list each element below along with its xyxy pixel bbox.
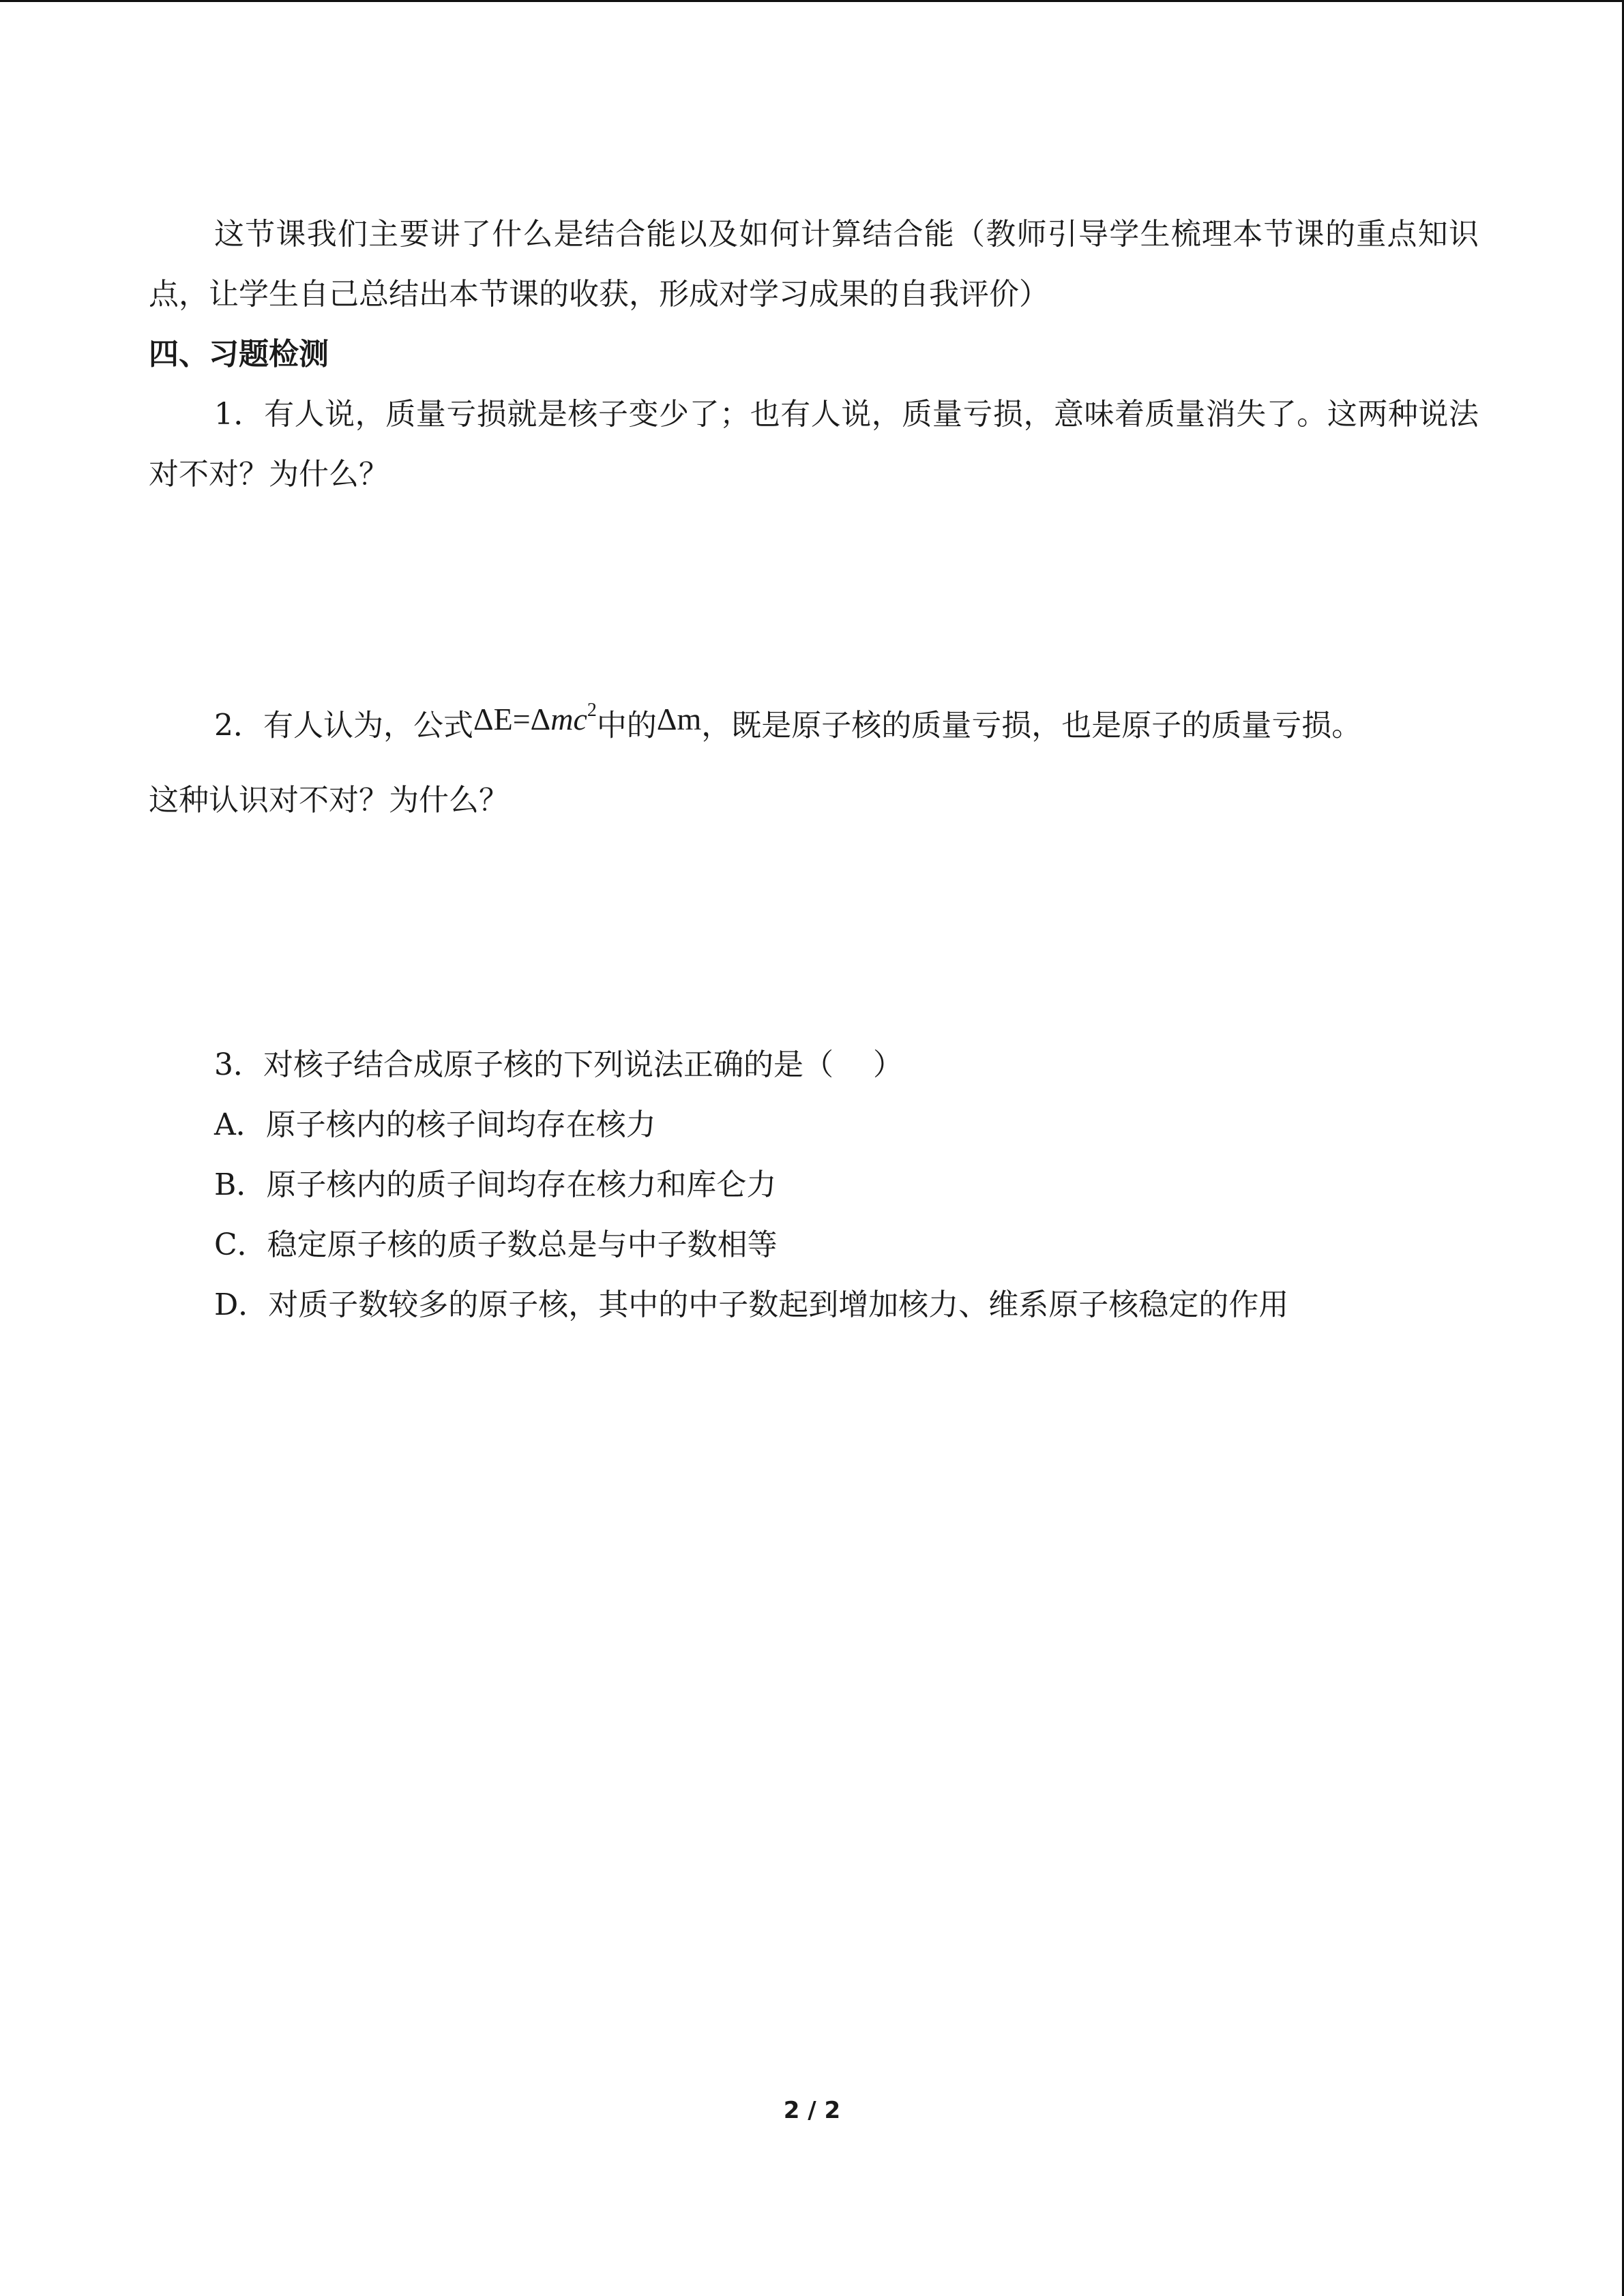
formula-delta-m: Δm (656, 702, 702, 737)
summary-paragraph: 这节课我们主要讲了什么是结合能以及如何计算结合能（教师引导学生梳理本节课的重点知识点，让学生自己总结出本节课的收获，形成对学习成果的自我评价） (149, 217, 1479, 312)
formula-mc: mc (550, 702, 587, 737)
question-2-middle: 中的 (596, 708, 657, 743)
formula-mass-energy (473, 702, 597, 736)
option-d: D．对质子数较多的原子核，其中的中子数起到增加核力、维系原子核稳定的作用 (214, 1287, 1289, 1323)
formula-equals-delta: =Δ (512, 702, 551, 737)
option-c: C．稳定原子核的质子数总是与中子数相等 (214, 1227, 778, 1263)
question-2-line2: 这种认识对不对？为什么？ (149, 783, 509, 818)
option-a: A．原子核内的核子间均存在核力 (214, 1107, 656, 1143)
question-3-stem: 3．对核子结合成原子核的下列说法正确的是（ ） (214, 1047, 903, 1083)
question-1: 1．有人说，质量亏损就是核子变少了；也有人说，质量亏损，意味着质量消失了。这两种说法对不对？为什么？ (149, 397, 1479, 492)
question-2 (149, 685, 1479, 760)
document-body (149, 205, 1479, 1335)
answer-space-1 (149, 505, 1479, 685)
section-heading: 四、习题检测 (149, 337, 329, 372)
question-2-prefix: 2．有人认为，公式 (214, 708, 473, 743)
page-border-top (0, 0, 1624, 2)
option-b: B．原子核内的质子间均存在核力和库仑力 (214, 1167, 777, 1203)
formula-delta-e: ΔE (473, 702, 513, 737)
answer-space-2 (149, 831, 1479, 1035)
page-number: 2 / 2 (783, 2097, 841, 2124)
question-2-suffix: ，既是原子核的质量亏损，也是原子的质量亏损。 (701, 708, 1362, 743)
formula-exponent: 2 (587, 700, 597, 721)
